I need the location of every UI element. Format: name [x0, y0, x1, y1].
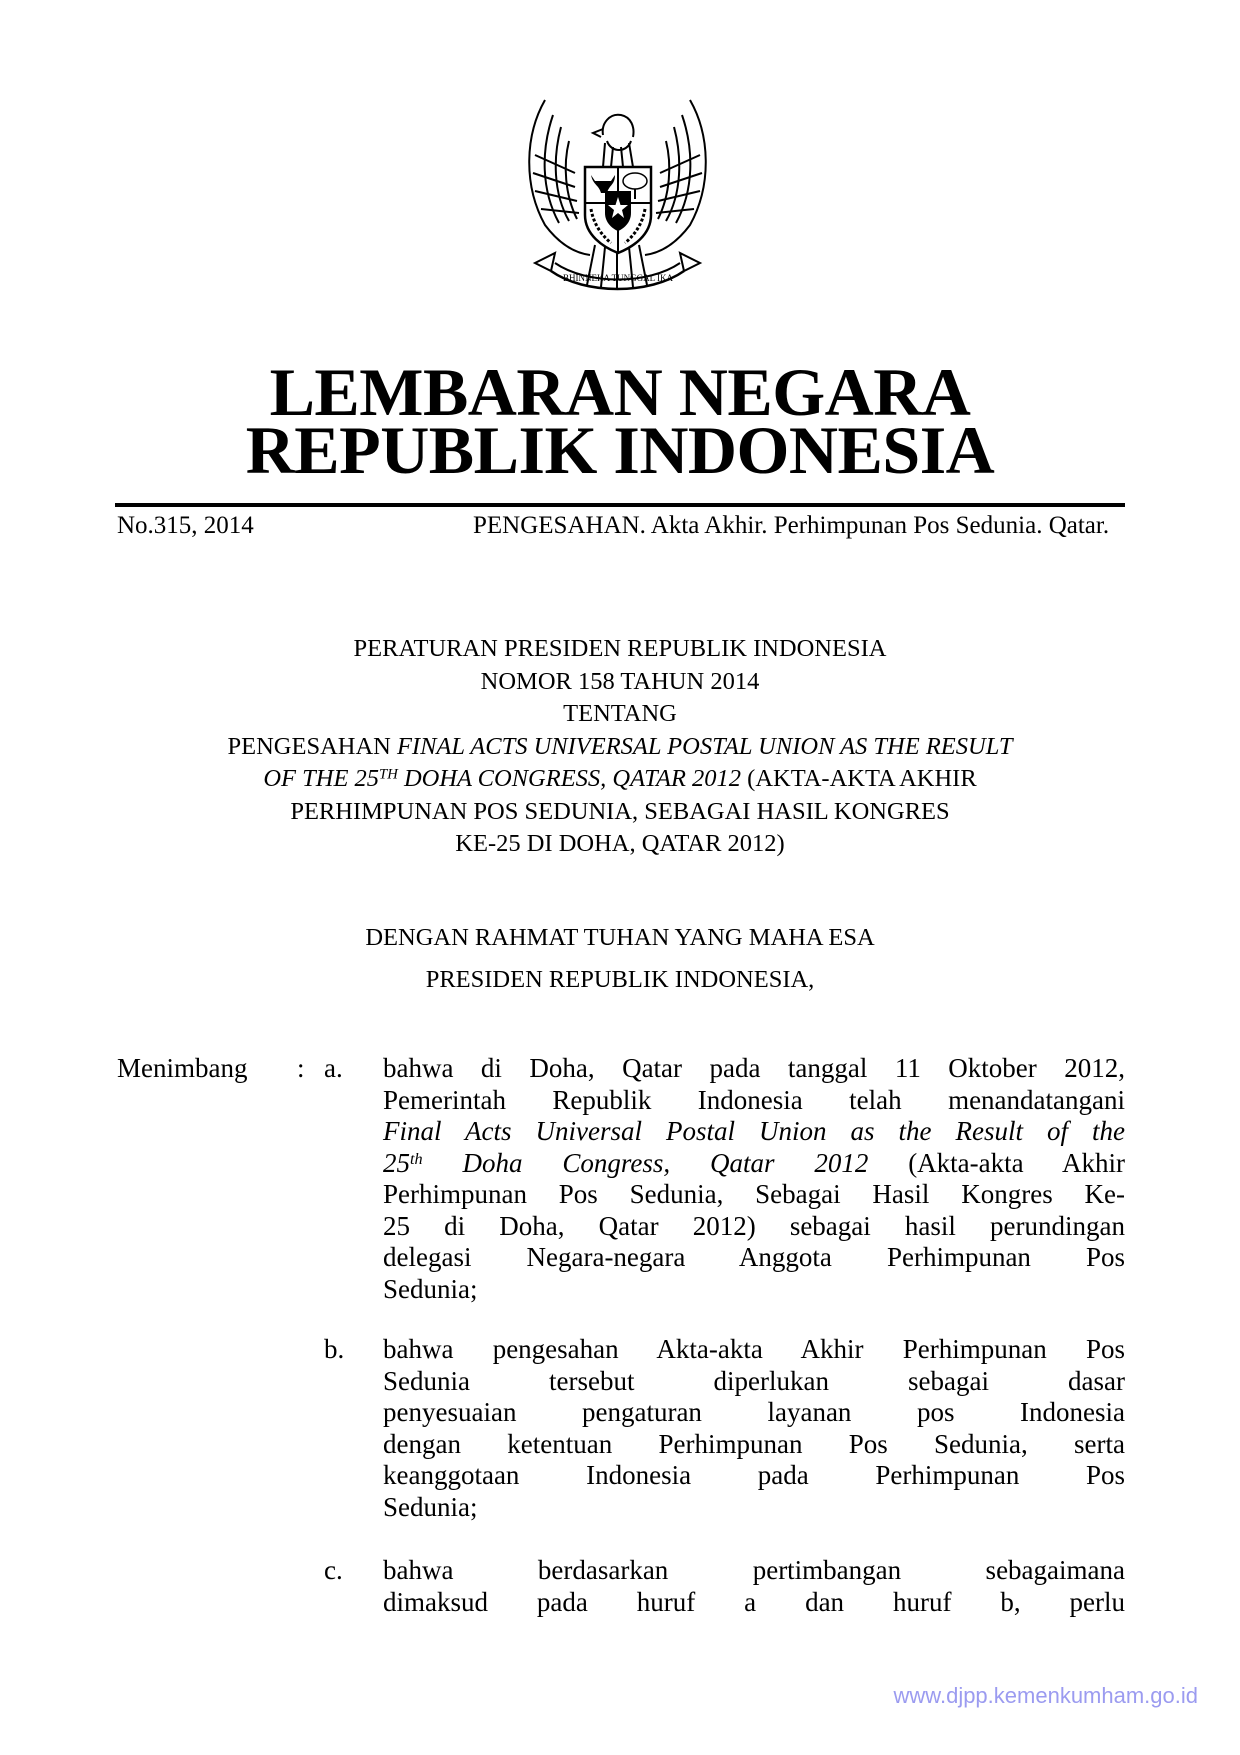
item-c-body: [383, 1555, 1125, 1618]
considering-colon: :: [297, 1053, 305, 1083]
heading-line-2: NOMOR 158 TAHUN 2014: [480, 667, 760, 695]
regulation-heading: [115, 633, 1125, 861]
item-a-italic-rest: Doha Congress, Qatar 2012: [422, 1147, 869, 1178]
heading-line-5-italic-b: DOHA CONGRESS, QATAR 2012: [397, 765, 742, 792]
heading-line-5-sup: TH: [379, 766, 398, 783]
item-a-italic: Final Acts Universal Postal Union as the Result of the: [383, 1116, 1125, 1146]
opening-formula: [115, 917, 1125, 1001]
footer-website-link[interactable]: www.djpp.kemenkumham.go.id: [893, 1683, 1198, 1708]
item-b-line: dengan ketentuan Perhimpunan Pos Sedunia, serta: [383, 1428, 1125, 1459]
item-a-num: 25: [383, 1147, 410, 1178]
item-a-line: [383, 1148, 1125, 1180]
item-a-sup: th: [410, 1149, 423, 1168]
item-a-line: delegasi Negara-negara Anggota Perhimpunan Pos: [383, 1242, 1125, 1272]
heading-line-7: KE-25 DI DOHA, QATAR 2012): [455, 830, 785, 857]
item-b-line: penyesuaian pengaturan layanan pos Indonesia: [383, 1397, 1125, 1427]
heading-line-5: [115, 763, 1125, 796]
heading-line-5-plain: (AKTA-AKTA AKHIR: [741, 765, 977, 792]
item-a-line: Perhimpunan Pos Sedunia, Sebagai Hasil Kongres Ke-: [383, 1179, 1125, 1209]
gazette-title-line2: REPUBLIK INDONESIA: [245, 412, 995, 488]
item-a-letter: a.: [324, 1053, 343, 1083]
heading-line-6: PERHIMPUNAN POS SEDUNIA, SEBAGAI HASIL KONGRES: [290, 797, 950, 825]
item-b-line: keanggotaan Indonesia pada Perhimpunan Pos: [383, 1460, 1125, 1490]
opening-line-1: DENGAN RAHMAT TUHAN YANG MAHA ESA: [365, 924, 875, 951]
heading-line-4-italic: FINAL ACTS UNIVERSAL POSTAL UNION AS THE RESULT: [396, 732, 1013, 760]
heading-line-3: TENTANG: [563, 700, 677, 727]
item-b-letter: b.: [324, 1334, 345, 1364]
heading-line-4: [115, 731, 1125, 764]
item-a-line: Pemerintah Republik Indonesia telah menandatangani: [383, 1084, 1125, 1115]
heading-line-5-italic-a: OF THE 25: [263, 765, 380, 792]
heading-line-4-plain: PENGESAHAN: [227, 732, 397, 760]
item-b-line: bahwa pengesahan Akta-akta Akhir Perhimpunan Pos: [383, 1334, 1125, 1364]
item-c-line: bahwa berdasarkan pertimbangan sebagaimana: [383, 1555, 1125, 1585]
opening-line-2: PRESIDEN REPUBLIK INDONESIA,: [425, 966, 815, 993]
emblem-motto: BHINNEKA TUNGGAL IKA: [563, 273, 673, 283]
heading-line-1: PERATURAN PRESIDEN REPUBLIK INDONESIA: [353, 635, 887, 662]
item-b-line: Sedunia;: [383, 1491, 478, 1522]
item-a-line: [383, 1116, 1125, 1148]
header-divider: [115, 503, 1125, 507]
item-b-line: Sedunia tersebut diperlukan sebagai dasar: [383, 1365, 1125, 1396]
item-a-body: [383, 1053, 1125, 1305]
item-c-line: dimaksud pada huruf a dan huruf b, perlu: [383, 1586, 1125, 1617]
gazette-title-line1: LEMBARAN NEGARA: [269, 354, 971, 430]
item-a-line: Sedunia;: [383, 1273, 478, 1304]
considering-label: Menimbang: [117, 1053, 248, 1083]
item-c-letter: c.: [324, 1555, 343, 1585]
item-a-plain: (Akta-akta Akhir: [868, 1147, 1125, 1178]
gazette-number: No.315, 2014: [117, 512, 254, 539]
gazette-subject: PENGESAHAN. Akta Akhir. Perhimpunan Pos Sedunia. Qatar.: [473, 512, 1110, 539]
garuda-emblem-icon: [515, 95, 720, 305]
item-a-line: bahwa di Doha, Qatar pada tanggal 11 Oktober 2012,: [383, 1053, 1125, 1083]
item-b-body: [383, 1334, 1125, 1523]
item-a-line: 25 di Doha, Qatar 2012) sebagai hasil perundingan: [383, 1210, 1125, 1241]
item-a-italic: [383, 1148, 868, 1178]
